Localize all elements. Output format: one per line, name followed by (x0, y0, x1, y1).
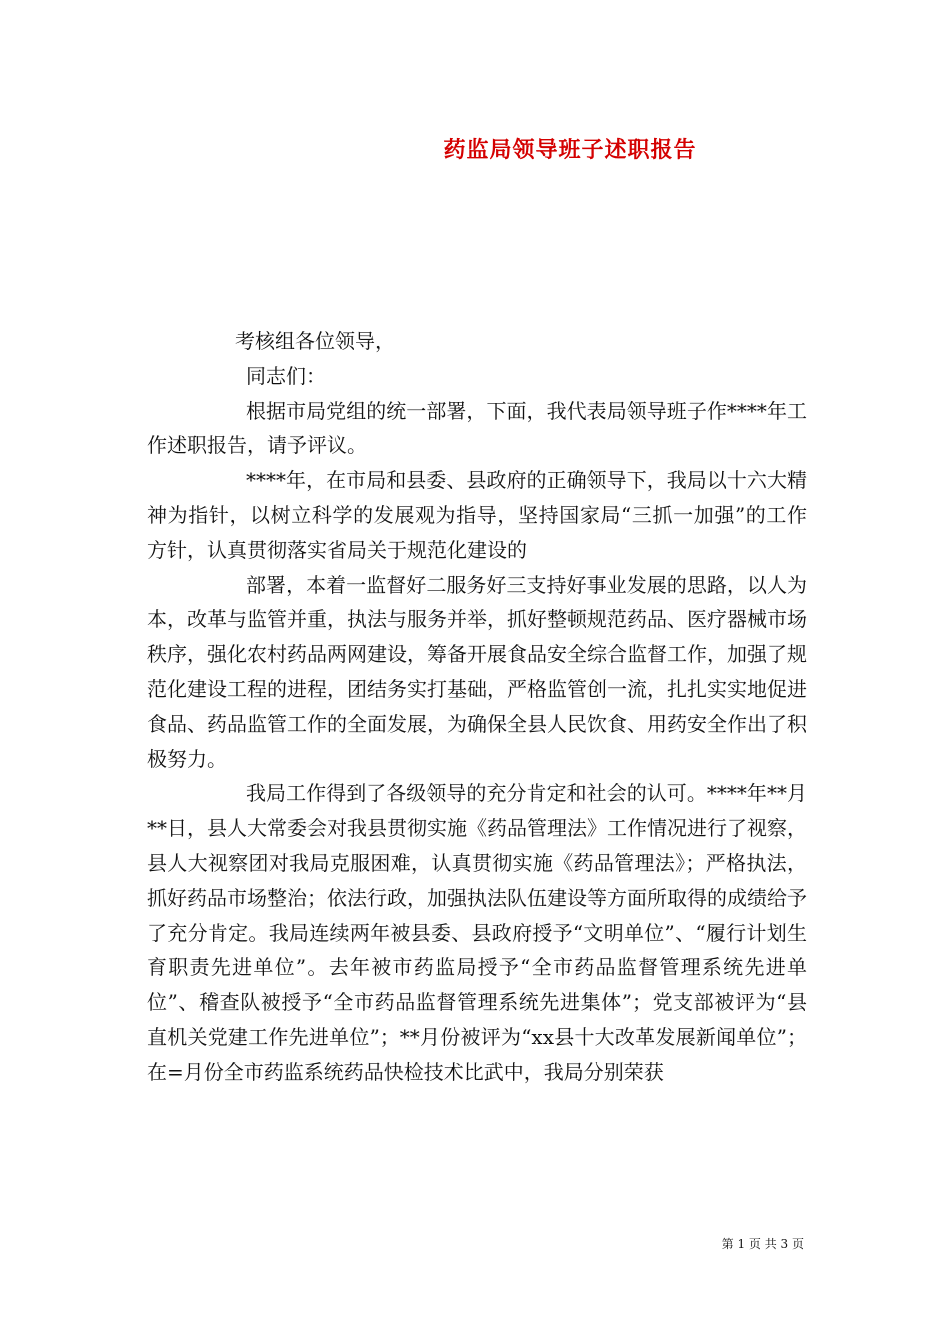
achievements-paragraph: 我局工作得到了各级领导的充分肯定和社会的认可。****年**月**日，县人大常委会对我县贯彻实施《药品管理法》工作情况进行了视察，县人大视察团对我局克服困难，认真贯彻实施《药品管理法》；严格执法，抓好药品市场整治；依法行政，加强执法队伍建设等方面所取得的成绩给予了充分肯定。我局连续两年被县委、县政府授予“文明单位”、“履行计划生育职责先进单位”。去年被市药监局授予“全市药品监督管理系统先进单位”、稽查队被授予“全市药品监督管理系统先进集体”；党支部被评为“县直机关党建工作先进单位”；**月份被评为“xx县十大改革发展新闻单位”；在=月份全市药监系统药品快检技术比武中，我局分别荣获 (147, 781, 807, 1084)
page-number: 第 1 页 共 3 页 (721, 1237, 804, 1251)
intro-paragraph: 根据市局党组的统一部署，下面，我代表局领导班子作****年工作述职报告，请予评议。 (147, 398, 807, 458)
deployment-paragraph: 部署，本着一监督好二服务好三支持好事业发展的思路，以人为本，改革与监管并重，执法与服务并举，抓好整顿规范药品、医疗器械市场秩序，强化农村药品两网建设，筹备开展食品安全综合监督工作，加强了规范化建设工程的进程，团结务实打基础，严格监管创一流，扎扎实实地促进食品、药品监管工作的全面发展，为确保全县人民饮食、用药安全作出了积极努力。 (147, 572, 807, 771)
salutation-paragraph: 考核组各位领导， (235, 329, 395, 353)
document-body (147, 324, 807, 1090)
overview-paragraph: ****年，在市局和县委、县政府的正确领导下，我局以十六大精神为指针，以树立科学的发展观为指导，坚持国家局“三抓一加强”的工作方针，认真贯彻落实省局关于规范化建设的 (147, 468, 807, 562)
document-title (0, 133, 950, 164)
greeting-paragraph: 同志们： (246, 363, 326, 388)
document-title-text: 药监局领导班子述职报告 (443, 137, 697, 163)
